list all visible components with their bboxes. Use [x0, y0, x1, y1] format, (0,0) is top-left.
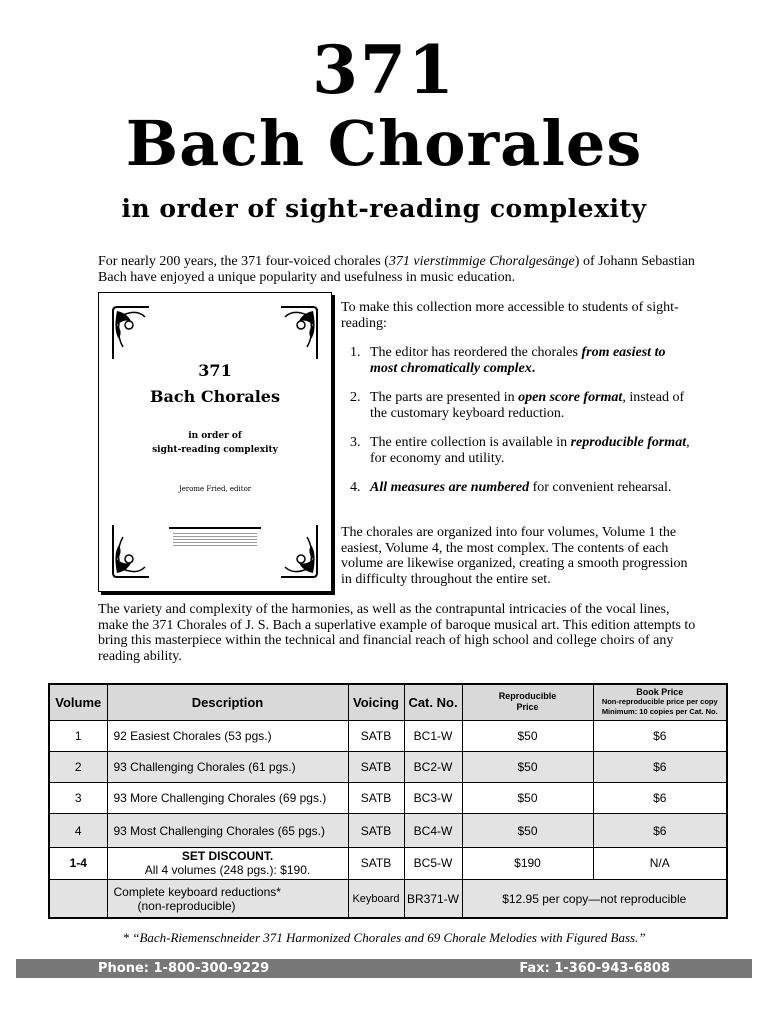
cell-voicing: SATB [348, 814, 404, 847]
variety-paragraph: The variety and complexity of the harmonies, as well as the contrapuntal intricacies of the vocal lines, make the 371 Chorales of J. S. Bach a superlative example of baroque musical art. This edition attempts to bring this masterpiece within the technical and financial reach of high school and college choirs of any reading ability. [98, 602, 696, 664]
list-item-text-after: . [531, 360, 536, 376]
cover-title: Bach Chorales [150, 387, 280, 406]
cell-book-price: $6 [593, 720, 727, 751]
cell-cat-no: BC5-W [404, 847, 462, 879]
header-book-line1: Book Price [636, 687, 684, 698]
title-number: 371 [312, 31, 456, 109]
cell-book-price: $6 [593, 814, 727, 847]
header-volume: Volume [49, 684, 107, 720]
table-row [49, 720, 727, 751]
list-item-emphasis: All measures are numbered [370, 480, 530, 495]
cell-voicing: SATB [348, 847, 404, 879]
table-row-set-discount [49, 847, 727, 879]
book-cover-image [98, 292, 332, 592]
cell-description: 93 Challenging Chorales (61 pgs.) [107, 751, 348, 782]
cell-volume: 2 [49, 751, 107, 782]
list-item [350, 390, 690, 421]
list-item-number: 2. [350, 390, 361, 405]
cell-cat-no: BR371-W [404, 880, 462, 918]
list-item-text-after: , instead of the customary keyboard reduction. [370, 390, 685, 421]
intro-text-italic: 371 vierstimmige Choralgesänge [388, 254, 575, 269]
cell-book-price: N/A [593, 847, 727, 879]
footnote [0, 930, 768, 946]
header-repro-line1: Reproducible [498, 691, 557, 702]
ornament-bottom-left-icon [109, 521, 153, 581]
footnote-text: Bach-Riemenschneider 371 Harmonized Chorales and 69 Chorale Melodies with Figured Bass. [139, 930, 639, 945]
list-item-emphasis: open score format [518, 390, 623, 405]
cover-publisher-address [173, 533, 257, 547]
list-item [350, 480, 690, 496]
cell-reproducible-price: $50 [462, 783, 593, 814]
cell-reproducible-price: $50 [462, 720, 593, 751]
header-description: Description [107, 684, 348, 720]
table-row-keyboard [49, 880, 727, 918]
access-points-list [350, 345, 690, 510]
cell-description: 92 Easiest Chorales (53 pgs.) [107, 720, 348, 751]
cell-voicing: SATB [348, 751, 404, 782]
volumes-paragraph: The chorales are organized into four volumes, Volume 1 the easiest, Volume 4, the most complex. The contents of each volume are likewise organized, creating a smooth progression in difficulty throughout the entire set. [341, 525, 688, 587]
intro-paragraph [98, 254, 698, 285]
header-book-line3: Minimum: 10 copies per Cat. No. [601, 707, 718, 717]
cover-number: 371 [198, 361, 232, 380]
fax-number: Fax: 1-360-943-6808 [519, 961, 670, 976]
cover-subtitle-line1: in order of [188, 431, 242, 441]
list-item-emphasis: reproducible format [570, 435, 687, 450]
cell-reproducible-price: $50 [462, 814, 593, 847]
header-reproducible-price [462, 684, 593, 720]
keyboard-line2: (non-reproducible) [137, 898, 236, 913]
cell-book-price: $6 [593, 783, 727, 814]
cell-keyboard-price: $12.95 per copy—not reproducible [462, 880, 727, 918]
intro-text-before: For nearly 200 years, the 371 four-voiced chorales ( [98, 254, 389, 269]
list-item-text: The entire collection is available in [370, 435, 571, 450]
list-item-emphasis: from easiest to most chromatically complex [370, 345, 666, 376]
intro-text-after: ) of Johann Sebastian Bach have enjoyed a unique popularity and usefulness in music education. [98, 254, 695, 285]
cell-cat-no: BC3-W [404, 783, 462, 814]
price-table [48, 683, 728, 919]
set-discount-detail: All 4 volumes (248 pgs.): $190. [144, 863, 311, 878]
cell-description [107, 847, 348, 879]
cell-voicing: Keyboard [348, 880, 404, 918]
cell-cat-no: BC1-W [404, 720, 462, 751]
list-item-number: 1. [350, 345, 361, 360]
page-title: Bach Chorales [125, 107, 643, 180]
cell-description [107, 880, 348, 918]
list-item-number: 3. [350, 435, 361, 450]
cell-reproducible-price: $50 [462, 751, 593, 782]
list-item-text: The editor has reordered the chorales [370, 345, 582, 360]
table-row [49, 814, 727, 847]
ornament-bottom-right-icon [277, 521, 321, 581]
access-intro: To make this collection more accessible to students of sight-reading: [341, 300, 679, 331]
list-item-number: 4. [350, 480, 361, 495]
header-repro-line2: Price [516, 702, 539, 713]
header-book-price [593, 684, 727, 720]
cell-voicing: SATB [348, 720, 404, 751]
cell-description: 93 Most Challenging Chorales (65 pgs.) [107, 814, 348, 847]
table-row [49, 783, 727, 814]
cell-voicing: SATB [348, 783, 404, 814]
cell-volume: 3 [49, 783, 107, 814]
page-subtitle: in order of sight-reading complexity [121, 194, 647, 223]
ornament-top-left-icon [109, 303, 153, 363]
footnote-close: ” [638, 930, 646, 945]
list-item [350, 435, 690, 466]
cell-cat-no: BC2-W [404, 751, 462, 782]
footnote-marker: * “ [122, 930, 140, 945]
list-item [350, 345, 690, 376]
ornament-top-right-icon [277, 303, 321, 363]
list-item-text-after: for convenient rehearsal. [529, 480, 672, 495]
cell-book-price: $6 [593, 751, 727, 782]
header-cat-no: Cat. No. [404, 684, 462, 720]
cell-reproducible-price: $190 [462, 847, 593, 879]
cell-volume: 1-4 [49, 847, 107, 879]
list-item-text-after: , for economy and utility. [370, 435, 690, 466]
cell-volume [49, 880, 107, 918]
set-discount-title: SET DISCOUNT. [181, 849, 274, 864]
cover-publisher-logo [169, 527, 261, 529]
cover-subtitle-line2: sight-reading complexity [152, 445, 278, 455]
keyboard-line1: Complete keyboard reductions* [113, 884, 281, 899]
cell-volume: 4 [49, 814, 107, 847]
cover-editor: Jerome Fried, editor [178, 485, 252, 493]
cell-volume: 1 [49, 720, 107, 751]
cell-cat-no: BC4-W [404, 814, 462, 847]
cover-subtitle [99, 429, 331, 457]
contact-footer-bar [16, 959, 752, 978]
cell-description: 93 More Challenging Chorales (69 pgs.) [107, 783, 348, 814]
header-book-line2: Non-reproducible price per copy [601, 697, 718, 707]
table-row [49, 751, 727, 782]
list-item-text: The parts are presented in [370, 390, 519, 405]
phone-number: Phone: 1-800-300-9229 [98, 961, 270, 976]
header-voicing: Voicing [348, 684, 404, 720]
